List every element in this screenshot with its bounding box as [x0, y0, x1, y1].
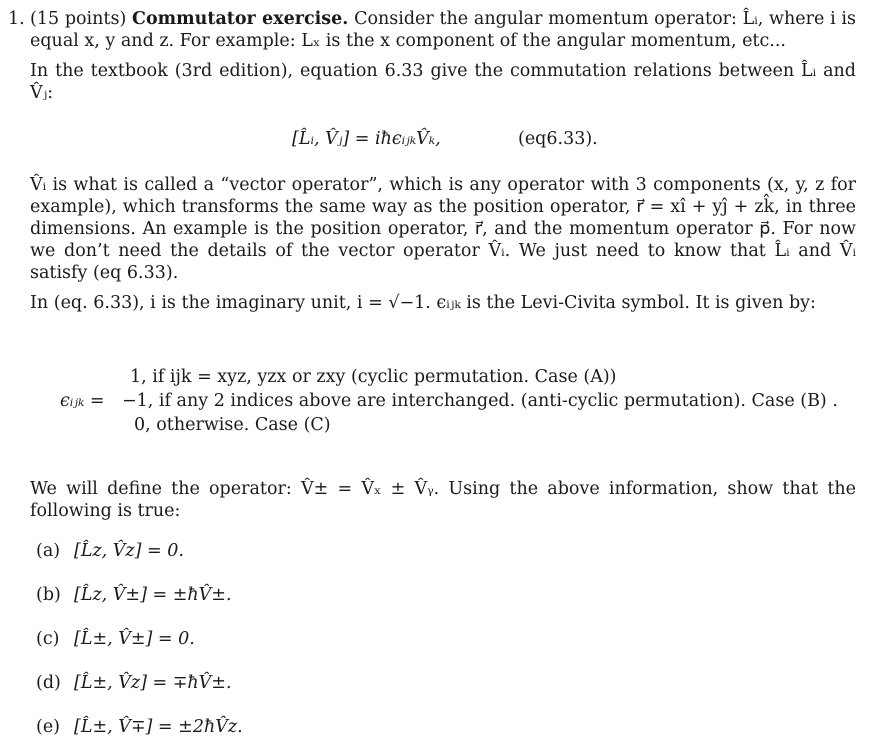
levi-case-c: 0, otherwise. Case (C) [134, 415, 331, 435]
parts-list [30, 530, 856, 750]
part-a [30, 530, 856, 574]
part-expression: [L̂z, V̂z] = 0. [74, 541, 184, 561]
equation-6-33-tag: (eq6.33). [518, 129, 598, 149]
equation-6-33 [30, 118, 856, 162]
points-label: (15 points) [30, 9, 127, 29]
levi-case-b: −1, if any 2 indices above are interchanged. (anti-cyclic permutation). Case (B) . [122, 391, 838, 411]
part-expression: [L̂±, V̂∓] = ±2ħV̂z. [74, 717, 243, 737]
part-label: (c) [36, 629, 60, 649]
equation-6-33-expression: [L̂ᵢ, V̂ⱼ] = iħϵᵢⱼₖV̂ₖ, [292, 129, 441, 149]
intro-paragraph [30, 8, 856, 52]
part-label: (a) [36, 541, 61, 561]
problem-title: Commutator exercise. [132, 9, 349, 29]
levi-civita-definition [30, 354, 856, 450]
part-expression: [L̂z, V̂±] = ±ħV̂±. [74, 585, 232, 605]
levi-civita-symbol: ϵᵢⱼₖ = [60, 391, 105, 411]
part-label: (d) [36, 673, 61, 693]
imaginary-unit-paragraph: In (eq. 6.33), i is the imaginary unit, i = √−1. ϵᵢⱼₖ is the Levi-Civita symbol. It is given by: [30, 293, 816, 313]
levi-case-a: 1, if ijk = xyz, yzx or zxy (cyclic permutation. Case (A)) [130, 367, 617, 387]
intro-text: Consider the angular momentum operator: L̂ᵢ, where i is equal x, y and z. For example: Lₓ is the x component of the angular momentum, etc... [30, 9, 856, 51]
part-d [30, 662, 856, 706]
part-b [30, 574, 856, 618]
part-c [30, 618, 856, 662]
vector-operator-paragraph: V̂ᵢ is what is called a “vector operator”, which is any operator with 3 components (x, y, z for example), which transforms the same way as the position operator, r⃗ = xî + yĵ + zk̂, in three dimensions. An example is the position operator, r⃗, and the momentum operator p⃗. For now we don’t need the details of the vector operator V̂ᵢ. We just need to know that L̂ᵢ and V̂ᵢ satisfy (eq 6.33). [30, 175, 856, 283]
problem-number: 1. [8, 9, 25, 29]
part-label: (b) [36, 585, 61, 605]
define-operator-paragraph: We will define the operator: V̂± = V̂ₓ ± V̂ᵧ. Using the above information, show that the following is true: [30, 479, 856, 521]
part-e [30, 706, 856, 750]
problem-body [30, 8, 856, 750]
textbook-paragraph: In the textbook (3rd edition), equation 6.33 give the commutation relations between L̂ᵢ and V̂ⱼ: [30, 61, 856, 103]
part-expression: [L̂±, V̂z] = ∓ħV̂±. [74, 673, 232, 693]
part-label: (e) [36, 717, 61, 737]
part-expression: [L̂±, V̂±] = 0. [74, 629, 195, 649]
